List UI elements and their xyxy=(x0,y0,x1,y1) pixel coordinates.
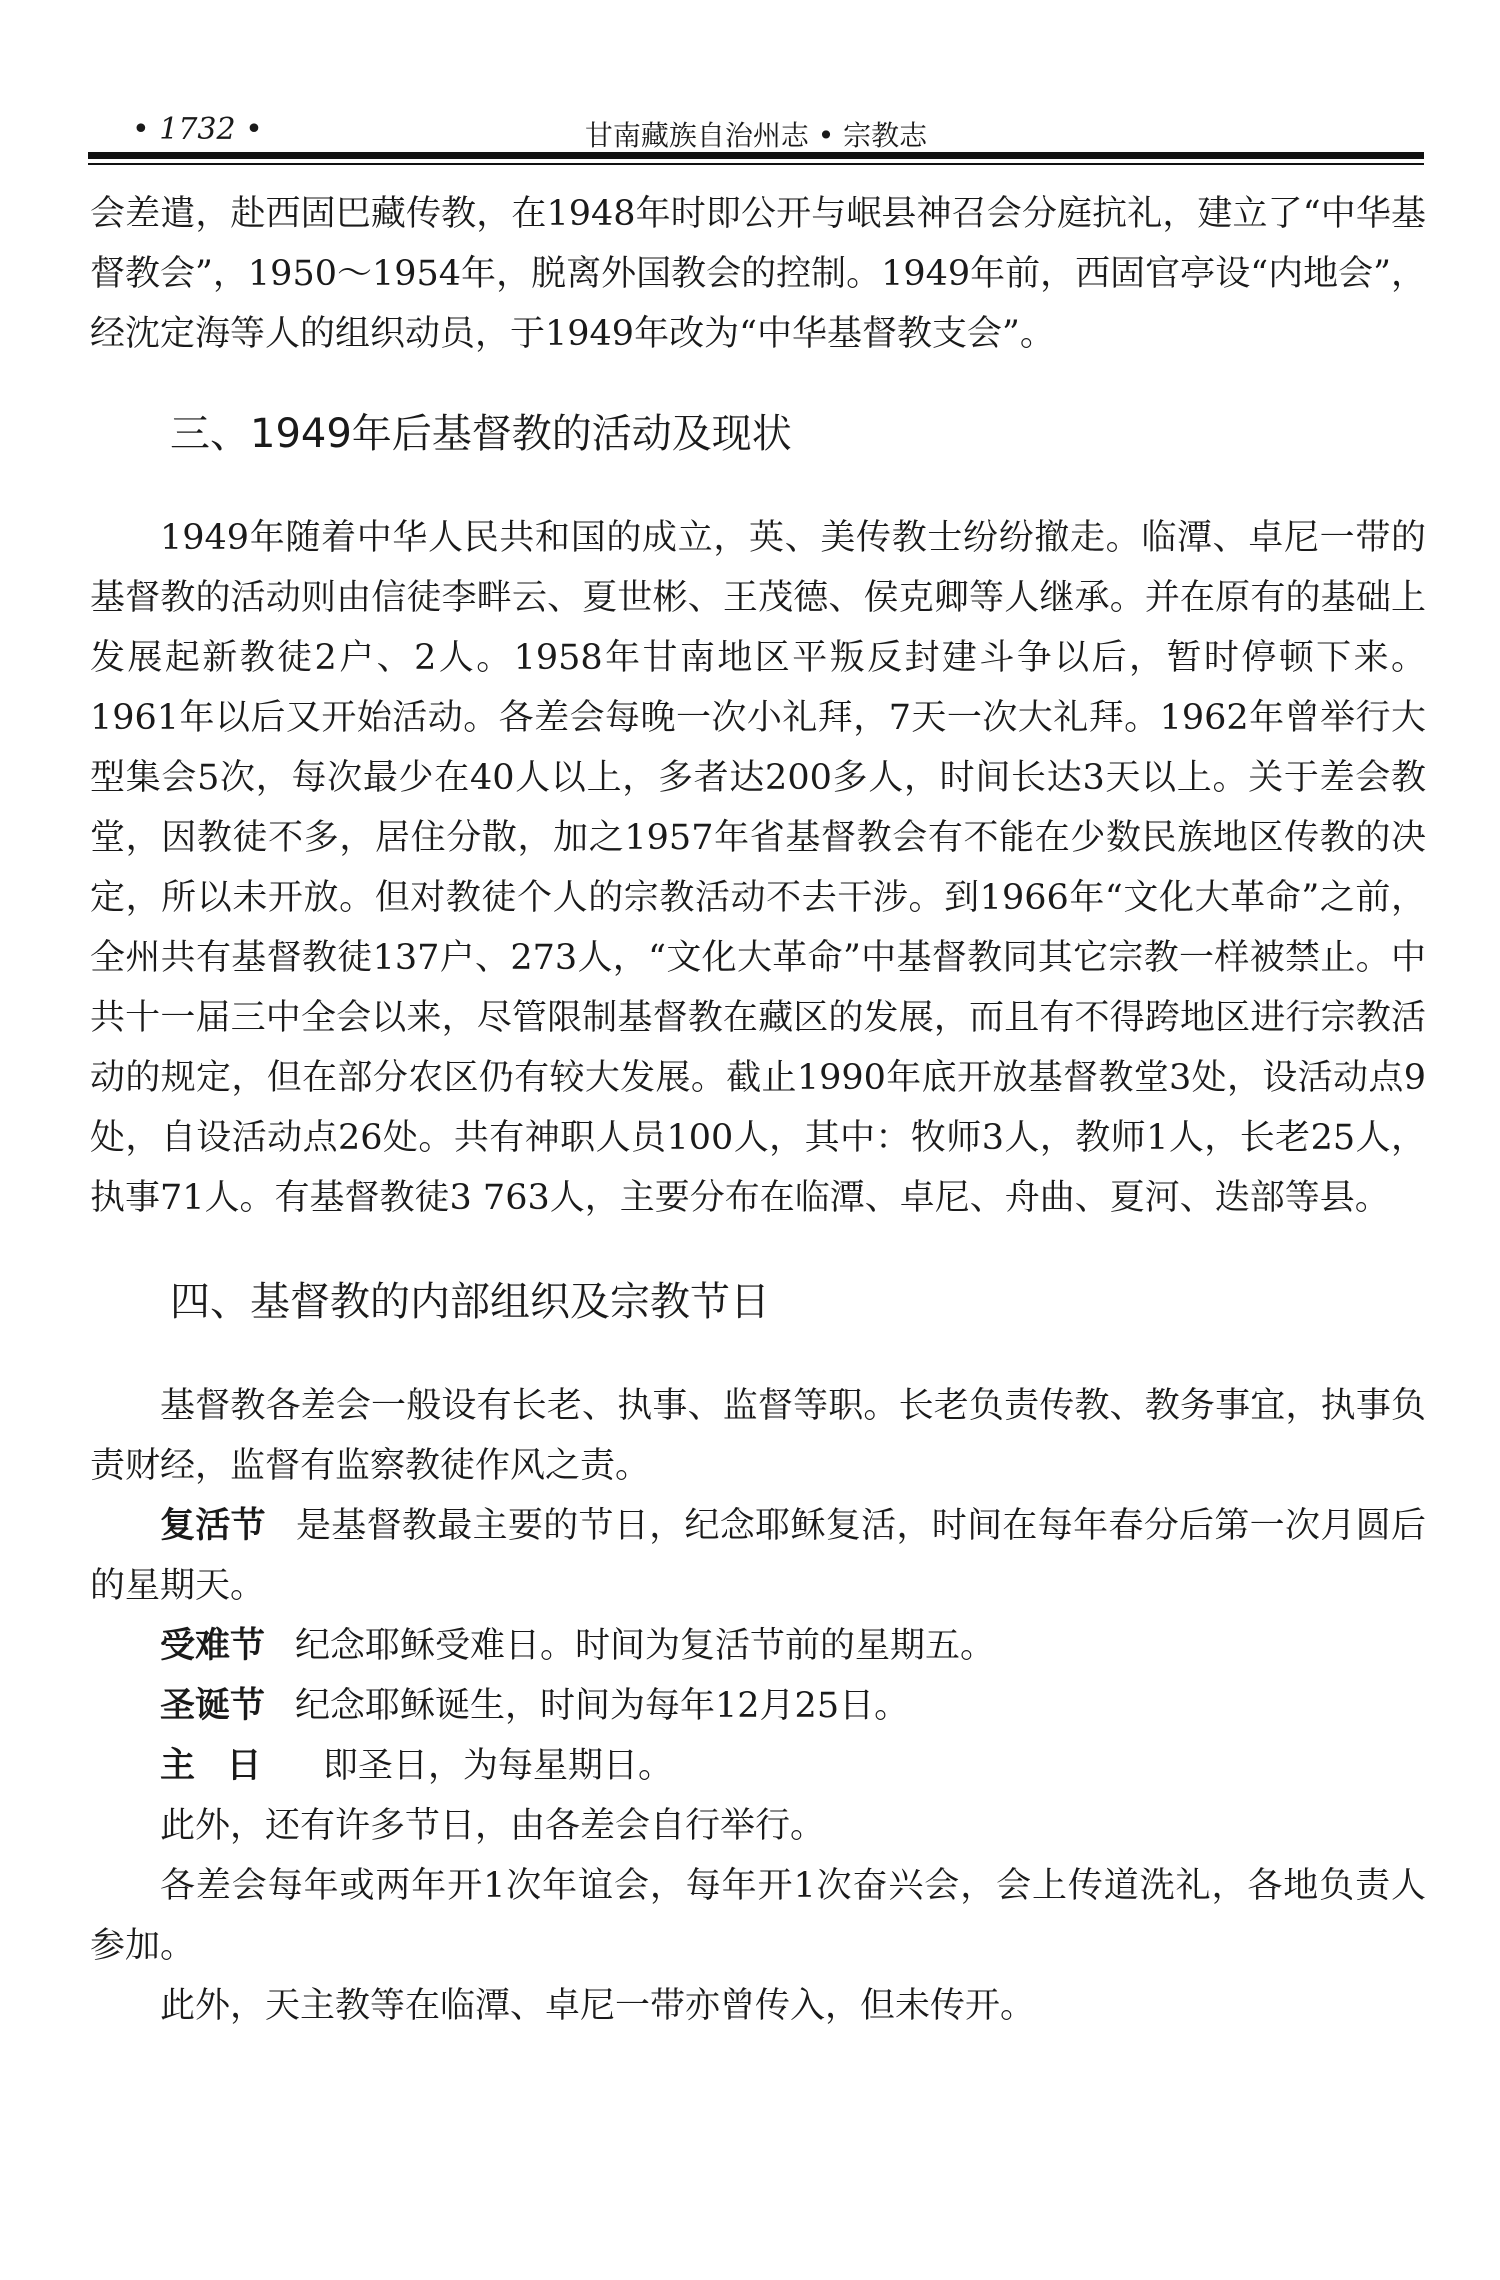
holiday-text: 纪念耶稣受难日。时间为复活节前的星期五。 xyxy=(295,1626,996,1666)
holiday-item xyxy=(90,1616,1426,1676)
holiday-term: 主日 xyxy=(160,1746,294,1786)
page-header xyxy=(88,108,1424,152)
section-heading-3: 三、1949年后基督教的活动及现状 xyxy=(170,411,792,457)
running-title: 甘南藏族自治州志 • 宗教志 xyxy=(584,119,928,152)
section-4-intro: 基督教各差会一般设有长老、执事、监督等职。长老负责传教、教务事宜，执事负责财经，监督有监察教徒作风之责。 xyxy=(90,1386,1426,1486)
closing-paragraph: 此外，天主教等在临潭、卓尼一带亦曾传入，但未传开。 xyxy=(160,1986,1036,2026)
holiday-item xyxy=(90,1676,1426,1736)
section-3-paragraph: 1949年随着中华人民共和国的成立，英、美传教士纷纷撤走。临潭、卓尼一带的基督教的活动则由信徒李畔云、夏世彬、王茂德、侯克卿等人继承。并在原有的基础上发展起新教徒2户、2人。1958年甘南地区平叛反封建斗争以后，暂时停顿下来。1961年以后又开始活动。各差会每晚一次小礼拜，7天一次大礼拜。1962年曾举行大型集会5次，每次最少在40人以上，多者达200多人，时间长达3天以上。关于差会教堂，因教徒不多，居住分散，加之1957年省基督教会有不能在少数民族地区传教的决定，所以未开放。但对教徒个人的宗教活动不去干涉。到1966年“文化大革命”之前，全州共有基督教徒137户、273人，“文化大革命”中基督教同其它宗教一样被禁止。中共十一届三中全会以来，尽管限制基督教在藏区的发展，而且有不得跨地区进行宗教活动的规定，但在部分农区仍有较大发展。截止1990年底开放基督教堂3处，设活动点9处，自设活动点26处。共有神职人员100人，其中：牧师3人，教师1人，长老25人，执事71人。有基督教徒3 763人，主要分布在临潭、卓尼、舟曲、夏河、迭部等县。 xyxy=(90,518,1426,1218)
holiday-term: 复活节 xyxy=(160,1506,266,1546)
page-number: • 1732 • xyxy=(132,112,263,147)
holiday-text: 即圣日，为每星期日。 xyxy=(323,1746,674,1786)
header-rule-thick xyxy=(88,152,1424,159)
holiday-term: 受难节 xyxy=(160,1626,266,1666)
closing-paragraph: 各差会每年或两年开1次年谊会，每年开1次奋兴会，会上传道洗礼，各地负责人参加。 xyxy=(90,1866,1426,1966)
header-rule-thin xyxy=(88,163,1424,165)
holiday-term: 圣诞节 xyxy=(160,1686,266,1726)
holiday-item xyxy=(90,1496,1426,1616)
page-body xyxy=(90,184,1426,2036)
holiday-text: 是基督教最主要的节日，纪念耶稣复活，时间在每年春分后第一次月圆后的星期天。 xyxy=(90,1506,1426,1606)
holiday-text: 纪念耶稣诞生，时间为每年12月25日。 xyxy=(295,1686,910,1726)
closing-paragraph: 此外，还有许多节日，由各差会自行举行。 xyxy=(160,1806,826,1846)
holiday-item xyxy=(90,1736,1426,1796)
continued-paragraph: 会差遣，赴西固巴藏传教，在1948年时即公开与岷县神召会分庭抗礼，建立了“中华基督教会”，1950～1954年，脱离外国教会的控制。1949年前，西固官亭设“内地会”，经沈定海等人的组织动员，于1949年改为“中华基督教支会”。 xyxy=(90,194,1426,354)
section-heading-4: 四、基督教的内部组织及宗教节日 xyxy=(170,1279,770,1325)
